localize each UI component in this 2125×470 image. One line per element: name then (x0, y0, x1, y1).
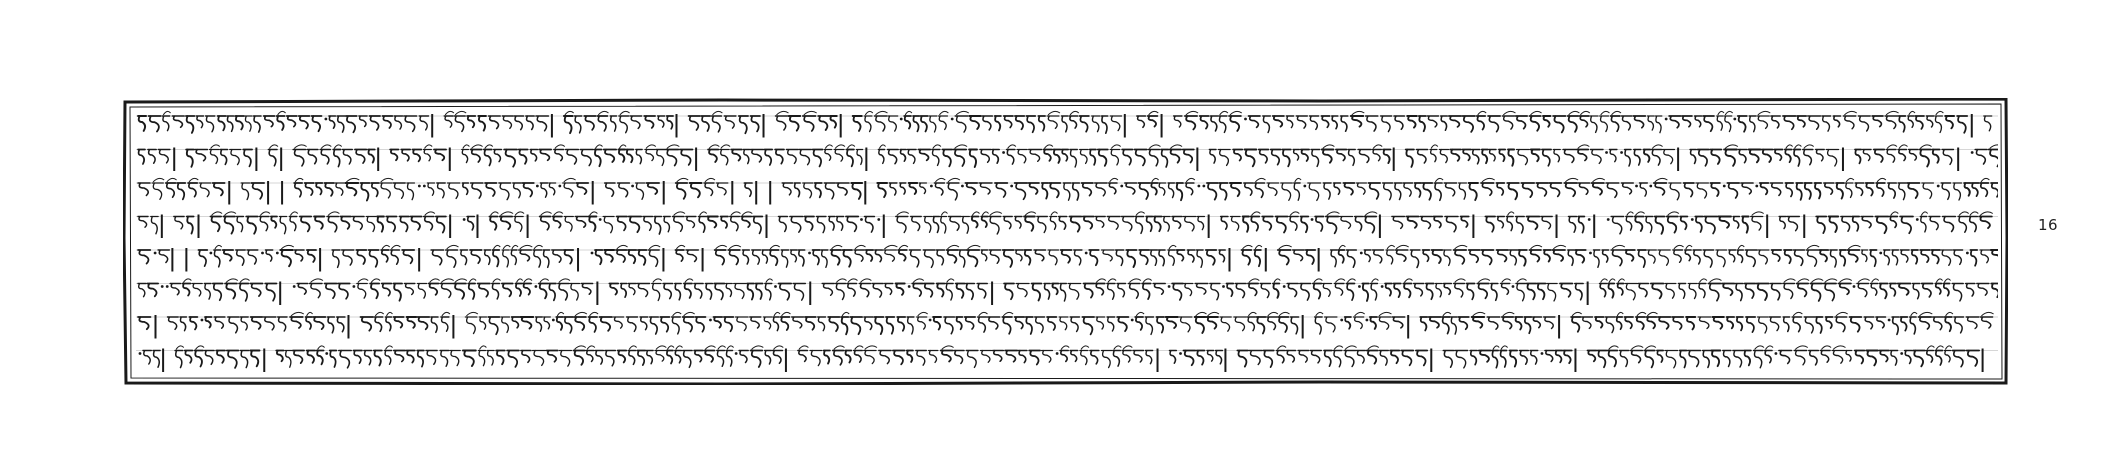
script-line (136, 279, 1998, 305)
script-line (136, 111, 1998, 137)
script-line (136, 212, 1998, 238)
tibetan-text-block (136, 108, 1998, 376)
script-line (136, 178, 1998, 204)
script-line (136, 145, 1998, 171)
script-line (136, 312, 1998, 338)
script-line (136, 346, 1998, 372)
script-line (136, 245, 1998, 271)
folio-page-number: 16 (2038, 216, 2059, 234)
tibetan-script-lines (136, 108, 1998, 376)
